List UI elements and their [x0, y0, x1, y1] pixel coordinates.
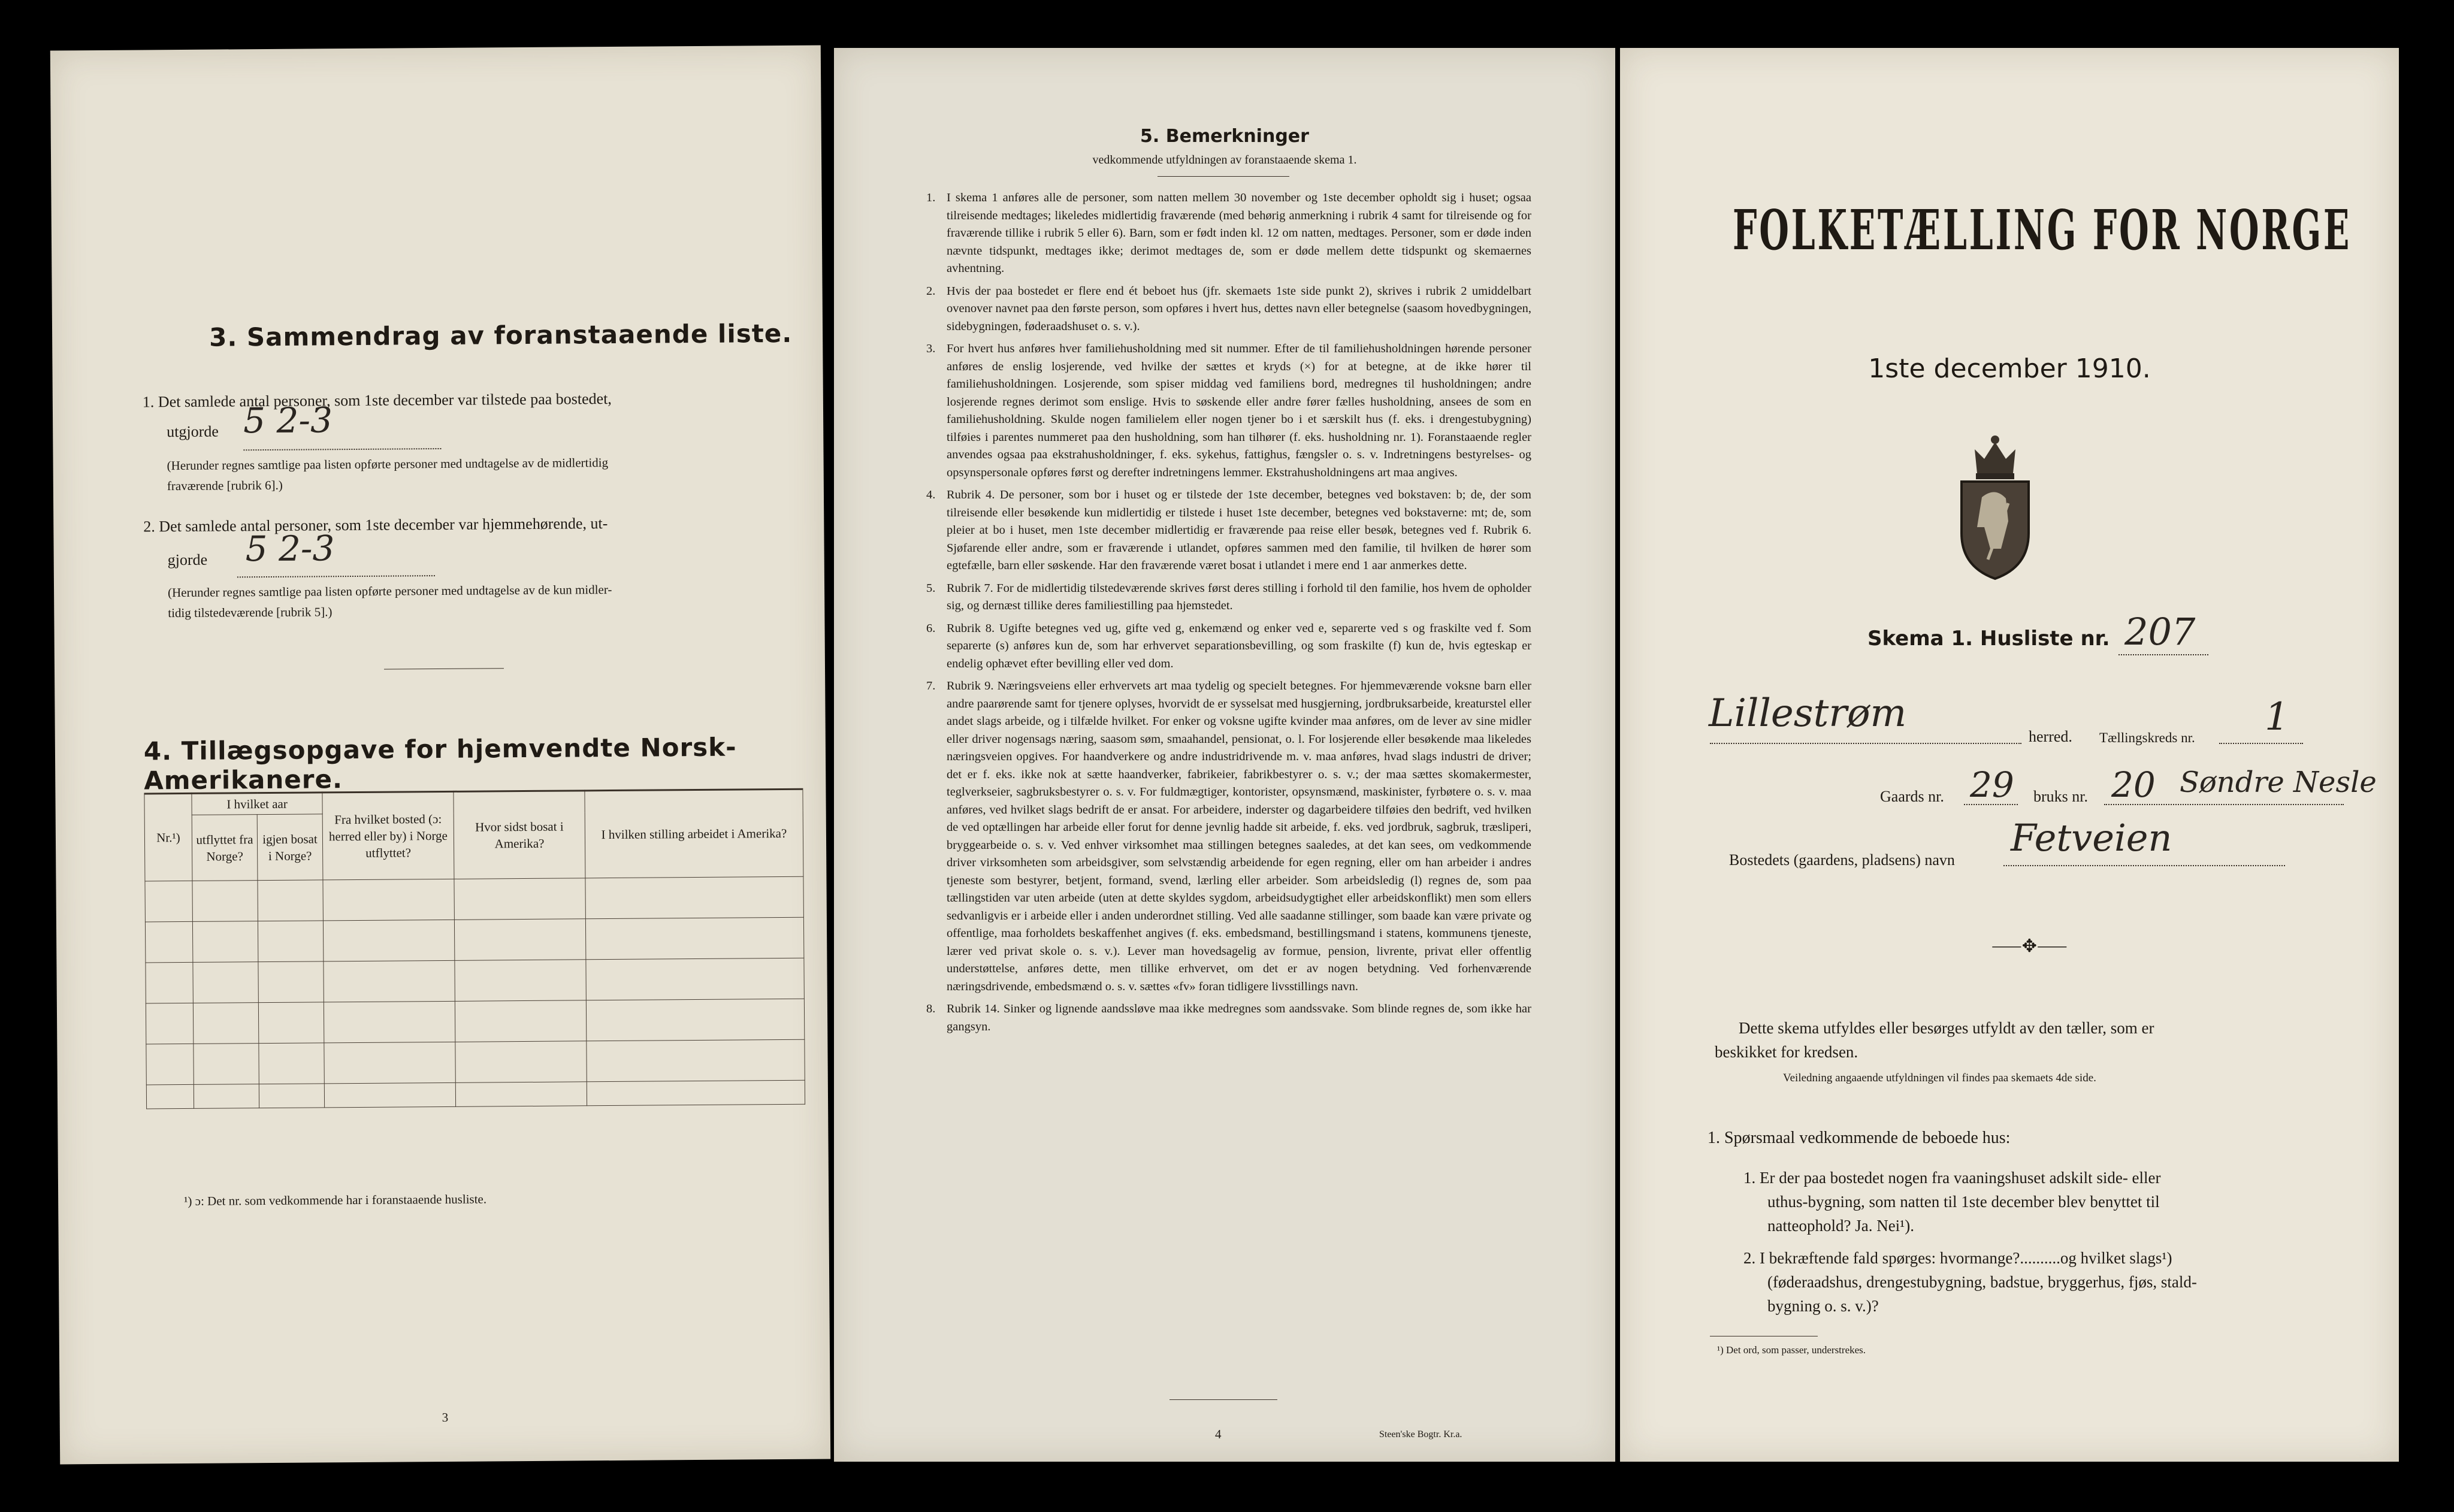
- table-row: [145, 917, 803, 963]
- remark-number: 4.: [926, 488, 936, 501]
- page-number-3: 3: [442, 1410, 449, 1425]
- remark-item: [926, 1000, 1531, 1036]
- paragraph-2-note-line-2: tidig tilstedeværende [rubrik 5].): [168, 604, 333, 621]
- bruks-label: bruks nr.: [2033, 788, 2088, 805]
- paragraph-2-lead: gjorde: [167, 551, 208, 569]
- remark-text: Hvis der paa bostedet er flere end ét beboet hus (jfr. skemaets 1ste side punkt 2), skrives i rubrik 2 umiddelbart ovenover navnet paa den første person, som opføres i hvert hus, dettes navn eller betegnelse (saasom hovedbygningen, sidebygningen, føderaadshuset o. s. v.).: [947, 284, 1531, 333]
- paragraph-2-note-line-1: (Herunder regnes samtlige paa listen opførte personer med undtagelse av de kun midler-: [168, 582, 612, 600]
- kreds-number-handwritten: 1: [2265, 695, 2289, 739]
- ornament-divider: ⸺✥⸺: [1991, 936, 2068, 956]
- paragraph-1-text: 1. Det samlede antal personer, som 1ste december var tilstede paa bostedet,: [142, 389, 612, 411]
- remarks-subtitle: vedkommende utfyldningen av foranstaaende skema 1.: [1092, 153, 1357, 167]
- printer-mark: Steen'ske Bogtr. Kr.a.: [1379, 1429, 1462, 1440]
- bosted-label: Bostedets (gaardens, pladsens) navn: [1729, 851, 1955, 869]
- census-title: FOLKETÆLLING FOR NORGE: [1733, 198, 2352, 262]
- page-number-4: 4: [1215, 1427, 1222, 1441]
- paragraph-2-handwritten-count: 5 2-3: [245, 528, 335, 570]
- remarks-list: [926, 189, 1531, 1041]
- gaards-number-handwritten: 29: [1970, 764, 2014, 805]
- question-2-line-1: 2. I bekræftende fald spørges: hvormange?..........og hvilket slags¹): [1743, 1249, 2172, 1267]
- table-footnote: ¹) ɔ: Det nr. som vedkommende har i foranstaaende husliste.: [184, 1192, 487, 1209]
- table-row: [146, 958, 804, 1003]
- norway-coat-of-arms-icon: [1953, 431, 2037, 581]
- right-footnote: ¹) Det ord, som passer, understrekes.: [1717, 1344, 1866, 1356]
- section-4-title: 4. Tillægsopgave for hjemvendte Norsk-Amerikanere.: [143, 732, 737, 796]
- paragraph-1-handwritten-count: 5 2-3: [243, 400, 333, 441]
- remarks-title: 5. Bemerkninger: [1140, 126, 1309, 147]
- col-group-header: I hvilket aar: [192, 793, 322, 815]
- remark-item: [926, 678, 1531, 996]
- remark-text: Rubrik 14. Sinker og lignende aandssløve maa ikke medregnes som aandssvake. Som blinde regnes de, som ikke har gangsyn.: [947, 1002, 1531, 1033]
- table-row: [146, 1039, 805, 1085]
- question-1-line-3: natteophold? Ja. Nei¹).: [1767, 1217, 1915, 1235]
- middle-page: [834, 48, 1615, 1462]
- remark-text: For hvert hus anføres hver familiehusholdning med sit nummer. Efter de til familiehusholdningen hørende personer anføres de enslig losjerende, ved hvilke der sættes et kryds (×) for at betegne, at de ikke hører til familiehusholdningen. Losjerende, som spiser middag ved familiens bord, medregnes til husholdningen; andre losjerende regnes derimot som enslige. Hvis to søskende eller andre fører fælles husholdning, ansees de som en familiehusholdning. Skulde nogen familielem eller nogen tjener bo i et særskilt hus (f. eks. i drengestubygning) tilføies i parentes nummeret paa den husholdning, som han tilhører (f. eks. husholdning nr. 1). Foranstaaende regler anvendes ogsaa paa ekstrahusholdninger, f. eks. sykehus, fattighus, fængsler o. s. v. Indretningens bestyrelses- og opsynspersonale opføres først og derefter indretningens lemmer. Ekstrahusholdningens art maa angives.: [947, 342, 1531, 479]
- section-3-title: 3. Sammendrag av foranstaaende liste.: [208, 318, 793, 352]
- remark-text: I skema 1 anføres alle de personer, som natten mellem 30 november og 1ste december opholdt sig i huset; ogsaa tilreisende medtages; likeledes midlertidig fraværende (med behørig anmerkning i rubrik 4 samt for tilreisende og for fraværende tillike i rubrik 5 eller 6). Barn, som er født inden kl. 12 om natten, medtages. Personer, som er døde inden nævnte tidspunkt, medtages ikke; derimot medtages de, som er døde mellem dette tidspunkt og skemaernes avhentning.: [947, 191, 1531, 275]
- kreds-label: Tællingskreds nr.: [2099, 730, 2195, 745]
- extra-handwritten-note: Søndre Nesle: [2180, 766, 2377, 799]
- question-1-line-1: 1. Er der paa bostedet nogen fra vaaningshuset adskilt side- eller: [1743, 1169, 2161, 1187]
- paragraph-1-lead: utgjorde: [167, 422, 219, 441]
- question-1-line-2: uthus-bygning, som natten til 1ste december blev benyttet til: [1767, 1193, 2160, 1211]
- divider-short: [384, 668, 504, 669]
- remark-item: [926, 340, 1531, 482]
- remark-text: Rubrik 4. De personer, som bor i huset og er tilstede der 1ste december, betegnes ved bokstaven: b; de, der som tilreisende eller besøkende kun midlertidig er tilstede i huset 1ste december, betegnes ved bokstaverne: mt; de, som pleier at bo i huset, men 1ste december midlertidig er fraværende paa reise eller besøk, betegnes ved f. Rubrik 6. Sjøfarende eller andre, som er fraværende i utlandet, opføres sammen med den familie, til hvilken de hører som egtefælle, barn eller søskende. Har den fraværende været bosat i utlandet i mere end 1 aar anmerkes dette.: [947, 488, 1531, 572]
- left-page: [50, 46, 830, 1465]
- question-2-line-2: (føderaadshus, drengestubygning, badstue, bryggerhus, fjøs, stald-: [1767, 1273, 2197, 1291]
- remark-text: Rubrik 8. Ugifte betegnes ved ug, gifte ved g, enkemænd og enker ved e, separerte ved s og fraskilte ved f. Som separerte (s) anføres kun de, som har erhvervet separationsbevilling, og som fraskilte (f) kun de, hvis egteskap er endelig ophævet efter bevilling eller ved dom.: [947, 621, 1531, 670]
- remark-text: Rubrik 9. Næringsveiens eller erhvervets art maa tydelig og specielt betegnes. For hjemmeværende voksne barn eller andre paarørende samt for tjenere oplyses, hvorvidt de er sysselsat med husgjerning, jordbruksarbeide, kreaturstel eller andet slags arbeide, og i tilfælde hvilket. For enker og voksne ugifte kvinder maa anføres, om de lever av sine midler eller driver nogensags næring, saasom søm, smaahandel, pensionat, o. l. For losjerende eller besøkende maa likeledes næringsveien opgives. For haandverkere og andre industridrivende m. v. maa anføres, hvad slags industri de driver; det er f. eks. ikke nok at sætte haandverker, fabrikeier, fabrikbestyrer o. s. v.; der maa sættes skomakermester, teglverkseier, sagbruksbestyrer o. s. v. For fuldmægtiger, kontorister, opsynsmænd, maskinister, fyrbøtere o. s. v. maa anføres, ved hvilket slags bedrift de er ansat. For arbeidere, inderster og dagarbeidere tilføies den bedrift, ved hvilken de ved optællingen har arbeide eller forut for denne jevnlig hadde sit arbeide, f. eks. ved jordbruk, sagbruk, træsliperi, bryggearbeide o. s. v. Ved enhver virksomhet maa stillingen betegnes saaledes, at det kan sees, om vedkommende driver virksomheten som arbeidsgiver, som selvstændig arbeidende for egen regning, eller om han arbeider i andres tjeneste som bestyrer, betjent, formand, svend, lærling eller arbeider. Som arbeidsledig (l) regnes de, som paa tællingstiden var uten arbeide (uten at dette skyldes sygdom, arbeidsudygtighet eller arbeidskonflikt) men som ellers sedvanligvis er i arbeide eller i anden underordnet stilling. Ved alle saadanne stillinger, som baade kan være private og offentlige, maa forholdets beskaffenhet angives (f. eks. embedsmand, bestillingsmand i statens, kommunens tjeneste, lærer ved privat skole o. s. v.). Lever man hovedsagelig av formue, pension, livrente, privat eller offentlig understøttelse, anføres dette, men tillike erhvervet, om det er av nogen betydning. Ved forhenværende næringsdrivende, embedsmænd o. s. v. sættes «fv» foran tidligere livsstillings navn.: [947, 679, 1531, 993]
- table-row: [146, 999, 804, 1044]
- col-bosted-header: Fra hvilket bosted (ɔ: herred eller by) i Norge utflyttet?: [322, 791, 454, 880]
- husliste-number-handwritten: 207: [2124, 610, 2196, 654]
- remark-text: Rubrik 7. For de midlertidig tilstedeværende skrives først deres stilling i forhold til den familie, hos hvem de opholder sig, og dernæst tillike deres familiestilling paa hjemstedet.: [947, 581, 1531, 612]
- table-row: [146, 1080, 805, 1109]
- norsk-amerikaner-table: [144, 788, 805, 1109]
- remark-item: [926, 283, 1531, 336]
- remark-number: 7.: [926, 679, 936, 693]
- paragraph-1-note-line-1: (Herunder regnes samtlige paa listen opførte personer med undtagelse av de midlertidig: [167, 455, 609, 473]
- remark-number: 8.: [926, 1002, 936, 1015]
- remark-number: 2.: [926, 284, 936, 298]
- census-date: 1ste december 1910.: [1868, 353, 2151, 384]
- herred-label: herred.: [2029, 728, 2072, 745]
- remark-number: 1.: [926, 191, 936, 204]
- col-amerika-bosat-header: Hvor sidst bosat i Amerika?: [454, 791, 585, 879]
- remark-item: [926, 189, 1531, 278]
- paragraph-1-note-line-2: fraværende [rubrik 6].): [167, 477, 283, 494]
- intro-line-1: Dette skema utfyldes eller besørges utfyldt av den tæller, som er: [1739, 1019, 2154, 1037]
- remark-number: 6.: [926, 621, 936, 635]
- right-page: [1620, 48, 2399, 1462]
- remark-item: [926, 486, 1531, 575]
- bruks-number-handwritten: 20: [2111, 764, 2156, 805]
- remark-number: 5.: [926, 581, 936, 595]
- col-nr-header: Nr.¹): [144, 793, 192, 881]
- skema-label: Skema 1. Husliste nr.: [1867, 627, 2110, 651]
- col-utflyttet-header: utflyttet fra Norge?: [192, 815, 258, 881]
- intro-note: Veiledning angaaende utfyldningen vil findes paa skemaets 4de side.: [1783, 1072, 2096, 1084]
- remark-number: 3.: [926, 342, 936, 355]
- question-heading: 1. Spørsmaal vedkommende de beboede hus:: [1707, 1129, 2011, 1147]
- table-row: [145, 876, 803, 922]
- question-2-line-3: bygning o. s. v.)?: [1767, 1297, 1879, 1315]
- remark-item: [926, 620, 1531, 673]
- col-stilling-header: I hvilken stilling arbeidet i Amerika?: [585, 789, 803, 878]
- paragraph-2-text: 2. Det samlede antal personer, som 1ste december var hjemmehørende, ut-: [143, 515, 608, 536]
- gaards-label: Gaards nr.: [1880, 788, 1944, 805]
- col-bosat-header: igjen bosat i Norge?: [257, 814, 323, 881]
- remark-item: [926, 580, 1531, 615]
- intro-line-2: beskikket for kredsen.: [1715, 1043, 1858, 1061]
- herred-handwritten: Lillestrøm: [1709, 691, 1907, 736]
- bosted-handwritten: Fetveien: [2011, 816, 2172, 860]
